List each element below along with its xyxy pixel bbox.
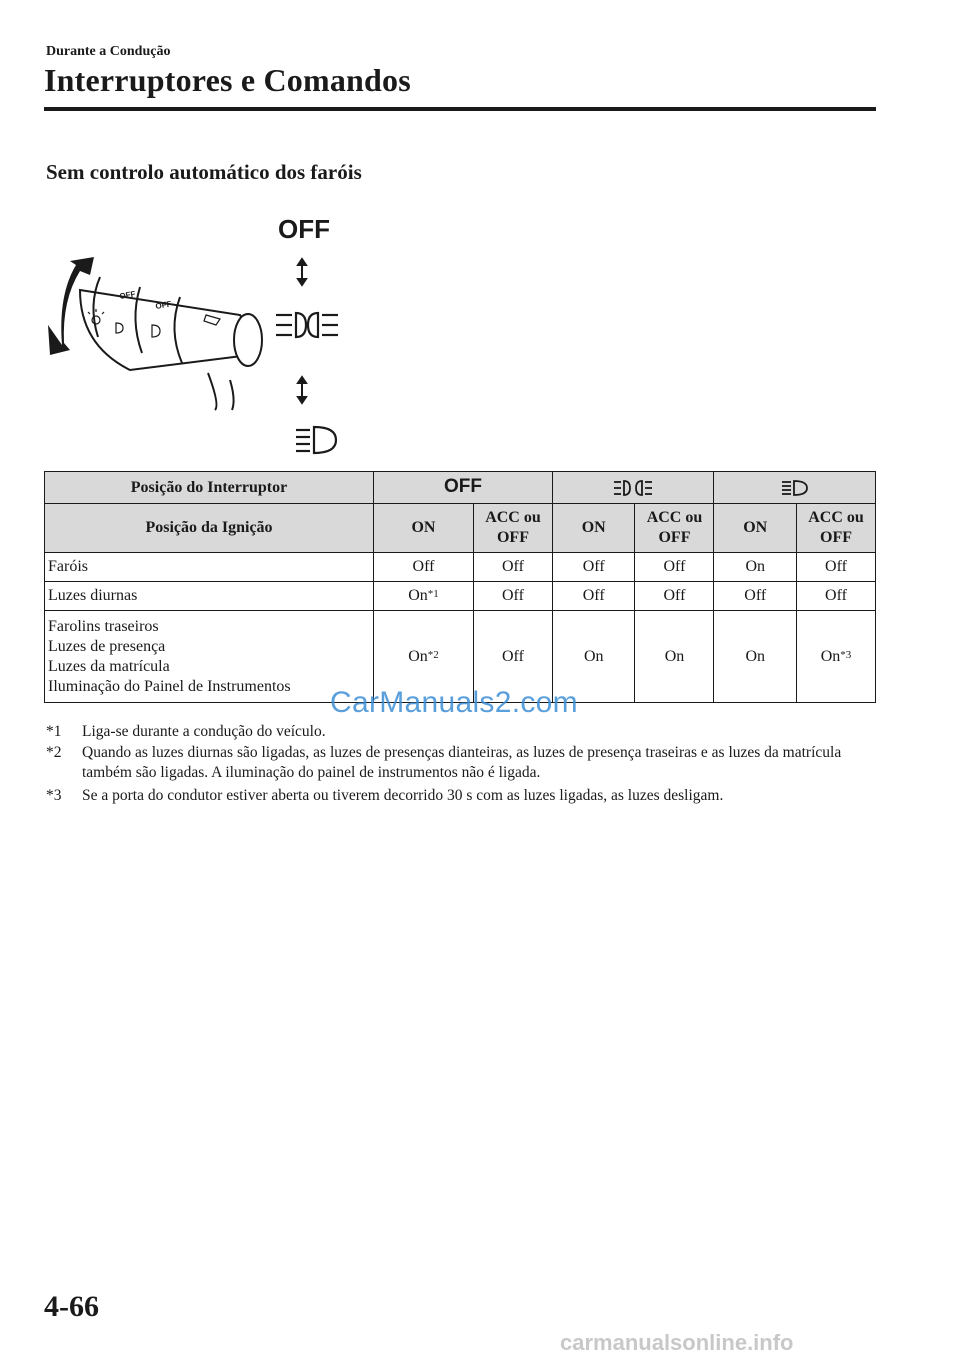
table-cell: Off [473,611,552,703]
footnote: *3 Se a porta do condutor estiver aberta ou tiverem decorrido 30 s com as luzes ligadas, as luzes desligam. [46,787,724,804]
table-row [45,582,876,611]
table-cell: On$^{*2}$ [374,611,474,703]
table-row [45,553,876,582]
table-cell: On$^{*1}$ [374,582,474,611]
table-cell: On [714,611,797,703]
light-switch-figure [40,205,360,467]
headlights-icon [296,427,336,453]
col-headlights-header [714,472,876,504]
stalk-off-mark: OFF [154,299,173,311]
ignition-cell: ON [552,504,635,553]
ignition-cell: ACC ou OFF [797,504,876,553]
parking-lights-icon [276,313,338,337]
footnote: *2 Quando as luzes diurnas são ligadas, as luzes de presenças dianteiras, as luzes de presença traseiras e as luzes da matrícula também são ligadas. A iluminação do painel de instrumentos não é ligada. [46,744,842,781]
parking-lights-icon [613,479,653,497]
double-arrow-icon [298,377,306,403]
double-arrow-icon [298,259,306,285]
table-cell: Off [374,553,474,582]
table-header-row [45,472,876,504]
table-cell: Off [473,553,552,582]
headlights-icon [781,479,809,497]
table-cell: On [714,553,797,582]
table-cell: Off [714,582,797,611]
col-off-header [374,472,553,504]
switch-position-header: Posição do Interruptor [45,472,374,504]
row-label: Farolins traseiros Luzes de presença Luzes da matrícula Iluminação do Painel de Instrumentos [45,611,374,703]
table-cell: Off [797,553,876,582]
footer-site: carmanualsonline.info [560,1330,794,1355]
chapter-title: Interruptores e Comandos [44,62,411,98]
table-cell: Off [552,582,635,611]
footnote: *1 Liga-se durante a condução do veículo. [46,723,326,740]
ignition-cell: ACC ou OFF [635,504,714,553]
off-position-label: OFF [278,214,330,244]
watermark: CarManuals2.com [330,686,578,719]
row-label: Faróis [45,553,374,582]
stalk-body [80,277,262,410]
table-cell: Off [473,582,552,611]
page-number: 4-66 [44,1290,99,1323]
subheading: Sem controlo automático dos faróis [46,160,362,184]
ignition-cell: ACC ou OFF [473,504,552,553]
row-label: Luzes diurnas [45,582,374,611]
lights-table [44,471,876,703]
ignition-position-header: Posição da Ignição [45,504,374,553]
ignition-cell: ON [374,504,474,553]
table-header-row [45,504,876,553]
table-cell: On [635,611,714,703]
col-parking-header [552,472,714,504]
stalk-off-mark: OFF [118,289,137,301]
header-rule [44,107,876,111]
table-cell: On [552,611,635,703]
table-cell: Off [635,553,714,582]
section-label: Durante a Condução [46,44,171,59]
table-cell: Off [797,582,876,611]
off-label: OFF [443,476,482,497]
table-cell: On$^{*3}$ [797,611,876,703]
ignition-cell: ON [714,504,797,553]
table-cell: Off [552,553,635,582]
table-cell: Off [635,582,714,611]
